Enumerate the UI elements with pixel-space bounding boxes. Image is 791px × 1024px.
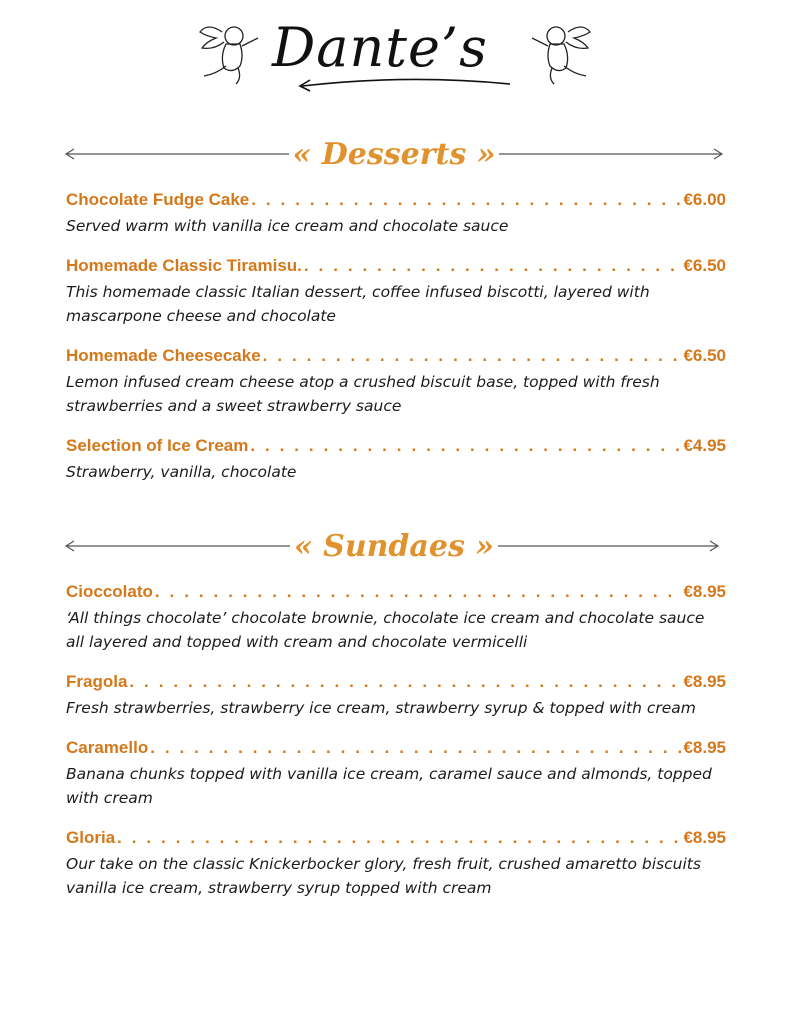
item-description: Lemon infused cream cheese atop a crushed biscuit base, topped with fresh strawberries and a sweet strawberry sauce bbox=[66, 373, 660, 415]
item-description: Served warm with vanilla ice cream and chocolate sauce bbox=[66, 217, 509, 235]
menu-item bbox=[66, 738, 726, 810]
restaurant-logo bbox=[186, 10, 606, 96]
item-description: Strawberry, vanilla, chocolate bbox=[66, 463, 297, 481]
item-price: €6.00 bbox=[683, 190, 726, 209]
cherub-right-icon bbox=[524, 14, 604, 86]
item-name: Caramello bbox=[66, 738, 149, 757]
item-price: €8.95 bbox=[683, 828, 726, 847]
item-description: ‘All things chocolate’ chocolate brownie, chocolate ice cream and chocolate sauce all layered and topped with cream and chocolate vermicelli bbox=[66, 609, 705, 651]
menu-item bbox=[66, 672, 726, 720]
section-heading-desserts bbox=[62, 134, 726, 174]
menu-item bbox=[66, 256, 726, 328]
item-price: €8.95 bbox=[683, 672, 726, 691]
item-description: This homemade classic Italian dessert, coffee infused biscotti, layered with mascarpone cheese and chocolate bbox=[66, 283, 650, 325]
menu-item bbox=[66, 190, 726, 238]
item-name: Gloria bbox=[66, 828, 116, 847]
item-description: Banana chunks topped with vanilla ice cream, caramel sauce and almonds, topped with cream bbox=[66, 765, 712, 807]
logo-arrow-icon bbox=[296, 70, 516, 94]
section-title: « Desserts » bbox=[289, 137, 500, 172]
item-price: €6.50 bbox=[683, 346, 726, 365]
item-name: Homemade Cheesecake bbox=[66, 346, 261, 365]
menu-item bbox=[66, 436, 726, 484]
section-heading-sundaes bbox=[62, 526, 726, 566]
logo-text: Dante’s bbox=[272, 16, 488, 79]
menu-item bbox=[66, 828, 726, 900]
item-name: Cioccolato bbox=[66, 582, 153, 601]
item-description: Our take on the classic Knickerbocker glory, fresh fruit, crushed amaretto biscuits vanilla ice cream, strawberry syrup topped with cream bbox=[66, 855, 701, 897]
item-price: €6.50 bbox=[683, 256, 726, 275]
section-title: « Sundaes » bbox=[290, 529, 498, 564]
menu-item bbox=[66, 346, 726, 418]
item-name: Fragola bbox=[66, 672, 128, 691]
menu-item bbox=[66, 582, 726, 654]
item-price: €8.95 bbox=[683, 582, 726, 601]
item-description: Fresh strawberries, strawberry ice cream, strawberry syrup & topped with cream bbox=[66, 699, 696, 717]
item-name: Selection of Ice Cream bbox=[66, 436, 249, 455]
item-name: Chocolate Fudge Cake bbox=[66, 190, 250, 209]
item-name: Homemade Classic Tiramisu. bbox=[66, 256, 302, 275]
item-price: €4.95 bbox=[683, 436, 726, 455]
cherub-left-icon bbox=[186, 14, 266, 86]
item-price: €8.95 bbox=[683, 738, 726, 757]
